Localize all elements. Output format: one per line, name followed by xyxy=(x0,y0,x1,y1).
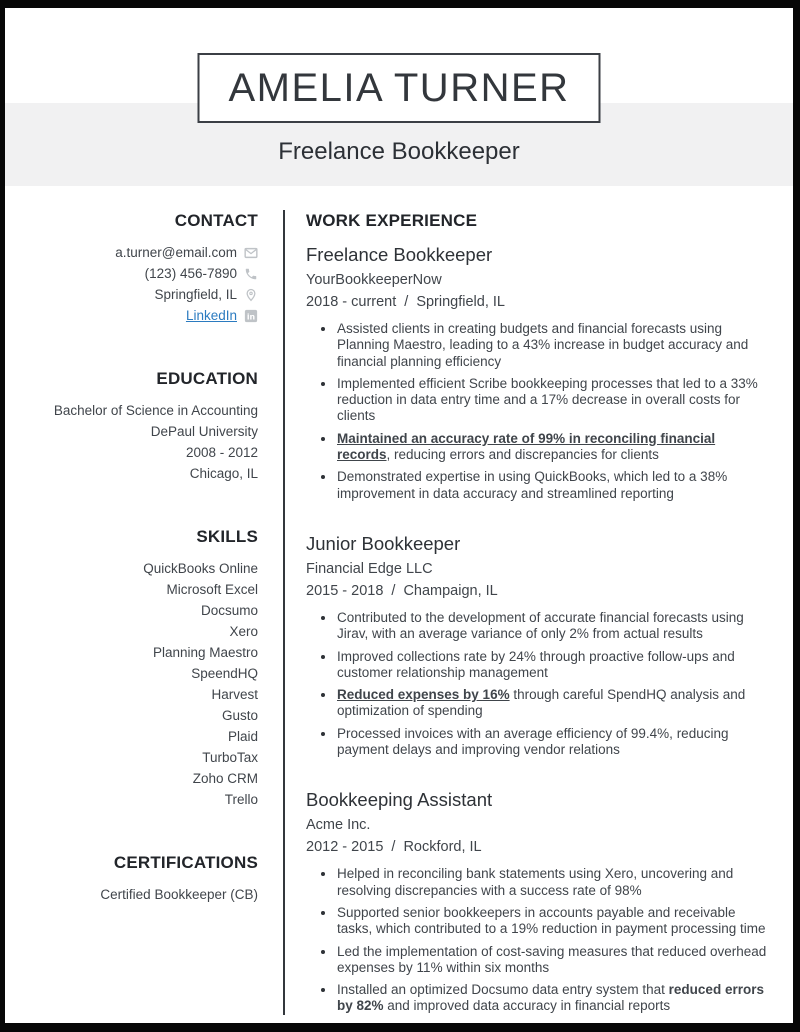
job-company: Financial Edge LLC xyxy=(306,560,433,577)
bullet-text: through careful SpendHQ analysis and optimization of spending xyxy=(337,687,746,719)
education-line: Chicago, IL xyxy=(189,466,258,481)
contact-list xyxy=(36,242,258,326)
certifications-section xyxy=(36,852,258,905)
bullet-text: Processed invoices with an average efficiency of 99.4%, reducing payment delays and improving vendor relations xyxy=(337,725,729,758)
job-location: Rockford, IL xyxy=(403,839,482,856)
linkedin-link[interactable]: LinkedIn xyxy=(185,308,237,323)
contact-text: (123) 456-7890 xyxy=(144,266,237,281)
bullet-text: Maintained an accuracy rate of 99% in reconciling financial records xyxy=(337,430,716,463)
bullet-text: Contributed to the development of accurate financial forecasts using Jirav, with an average variance of only 2% from actual results xyxy=(337,609,744,642)
job-dates-location xyxy=(306,581,770,601)
skill-item: Planning Maestro xyxy=(152,645,258,660)
skill-item: Xero xyxy=(229,624,258,639)
education-heading: EDUCATION xyxy=(156,369,258,388)
job-dates: 2012 - 2015 xyxy=(306,839,384,856)
skill-item: SpeendHQ xyxy=(191,666,258,681)
contact-heading: CONTACT xyxy=(174,211,258,230)
certifications-list xyxy=(36,884,258,905)
bullet-text: Installed an optimized Docsumo data entry system that xyxy=(337,982,669,998)
job-title: Freelance Bookkeeper xyxy=(306,244,493,265)
contact-item xyxy=(36,305,258,326)
bullet-item xyxy=(336,469,770,502)
job-dates: 2015 - 2018 xyxy=(306,582,384,599)
contact-item xyxy=(36,284,258,305)
sidebar xyxy=(36,210,258,1015)
skill-item: Gusto xyxy=(221,708,258,723)
role-title: Freelance Bookkeeper xyxy=(278,138,520,165)
bullet-item xyxy=(336,944,770,977)
certification-item: Certified Bookkeeper (CB) xyxy=(100,887,258,902)
education-line: 2008 - 2012 xyxy=(185,445,258,460)
page-inner xyxy=(5,8,793,1023)
bullet-text: Supported senior bookkeepers in accounts payable and receivable tasks, which contributed to a 19% reduction in payment processing time xyxy=(337,904,766,937)
jobs-list xyxy=(306,243,770,1015)
envelope-icon xyxy=(244,246,258,260)
job-bullets xyxy=(306,610,770,758)
name-box xyxy=(198,53,601,123)
bullet-text: Demonstrated expertise in using QuickBooks, which led to a 38% improvement in data accuracy and streamlined reporting xyxy=(337,469,728,501)
work-experience-column xyxy=(306,210,770,1015)
job-company: YourBookkeeperNow xyxy=(306,272,442,288)
job-entry xyxy=(306,243,770,502)
content-columns xyxy=(36,210,770,1015)
job-entry xyxy=(306,788,770,1014)
bullet-text: and improved data accuracy in financial reports xyxy=(383,998,671,1014)
skill-item: Plaid xyxy=(227,729,258,744)
bullet-item xyxy=(336,687,770,720)
education-line: Bachelor of Science in Accounting xyxy=(53,403,258,418)
dates-location-separator: / xyxy=(404,294,409,310)
job-entry xyxy=(306,532,770,758)
education-line: DePaul University xyxy=(150,424,258,439)
skills-section xyxy=(36,526,258,810)
job-dates-location xyxy=(306,837,770,857)
bullet-text: Led the implementation of cost-saving measures that reduced overhead expenses by 11% within six months xyxy=(337,943,767,975)
svg-text:in: in xyxy=(246,311,256,321)
bullet-item xyxy=(336,866,770,899)
bullet-item xyxy=(336,431,770,464)
job-company: Acme Inc. xyxy=(306,817,371,834)
education-section xyxy=(36,368,258,484)
bullet-text: Implemented efficient Scribe bookkeeping processes that led to a 33% reduction in data entry time and a 17% decrease in overall costs for clients xyxy=(337,375,758,424)
skill-item: Trello xyxy=(224,792,258,807)
location-pin-icon xyxy=(244,288,258,302)
certifications-heading: CERTIFICATIONS xyxy=(113,853,258,872)
skills-list xyxy=(36,558,258,810)
job-title: Junior Bookkeeper xyxy=(306,532,461,554)
bullet-text: reduced errors by 82% xyxy=(337,982,764,1014)
bullet-text: Assisted clients in creating budgets and financial forecasts using Planning Maestro, leading to a 43% increase in budget accuracy and financial planning efficiency xyxy=(337,321,749,369)
bullet-text: Reduced expenses by 16% xyxy=(337,687,510,703)
skill-item: QuickBooks Online xyxy=(143,561,258,576)
contact-section xyxy=(36,210,258,326)
job-dates-location xyxy=(306,292,770,312)
dates-location-separator: / xyxy=(391,582,396,599)
job-title: Bookkeeping Assistant xyxy=(306,789,493,811)
work-experience-heading: WORK EXPERIENCE xyxy=(306,211,478,230)
skills-heading: SKILLS xyxy=(196,527,258,546)
job-dates: 2018 - current xyxy=(306,294,397,310)
skill-item: Docsumo xyxy=(200,603,258,618)
bullet-text: Helped in reconciling bank statements using Xero, uncovering and resolving discrepancies with a success rate of 98% xyxy=(337,866,734,898)
bullet-item xyxy=(336,649,770,682)
skill-item: Harvest xyxy=(211,687,258,702)
bullet-item xyxy=(336,726,770,759)
phone-icon xyxy=(244,267,258,281)
bullet-item xyxy=(336,982,770,1015)
linkedin-icon xyxy=(244,309,258,323)
contact-text: Springfield, IL xyxy=(154,287,237,302)
job-location: Springfield, IL xyxy=(416,294,505,310)
skill-item: TurboTax xyxy=(202,750,258,765)
job-bullets xyxy=(306,866,770,1014)
job-location: Champaign, IL xyxy=(403,582,498,599)
skill-item: Microsoft Excel xyxy=(166,582,258,597)
bullet-item xyxy=(336,321,770,370)
contact-item xyxy=(36,263,258,284)
education-lines xyxy=(36,400,258,484)
column-divider xyxy=(283,210,285,1015)
bullet-item xyxy=(336,376,770,425)
skill-item: Zoho CRM xyxy=(192,771,258,786)
contact-item xyxy=(36,242,258,263)
contact-text: a.turner@email.com xyxy=(115,245,237,260)
bullet-text: Improved collections rate by 24% through proactive follow-ups and customer relationship management xyxy=(337,648,735,680)
bullet-item xyxy=(336,905,770,938)
job-bullets xyxy=(306,321,770,502)
dates-location-separator: / xyxy=(391,839,396,856)
bullet-item xyxy=(336,610,770,643)
person-name: AMELIA TURNER xyxy=(228,65,570,110)
bullet-text: , reducing errors and discrepancies for clients xyxy=(386,447,659,463)
